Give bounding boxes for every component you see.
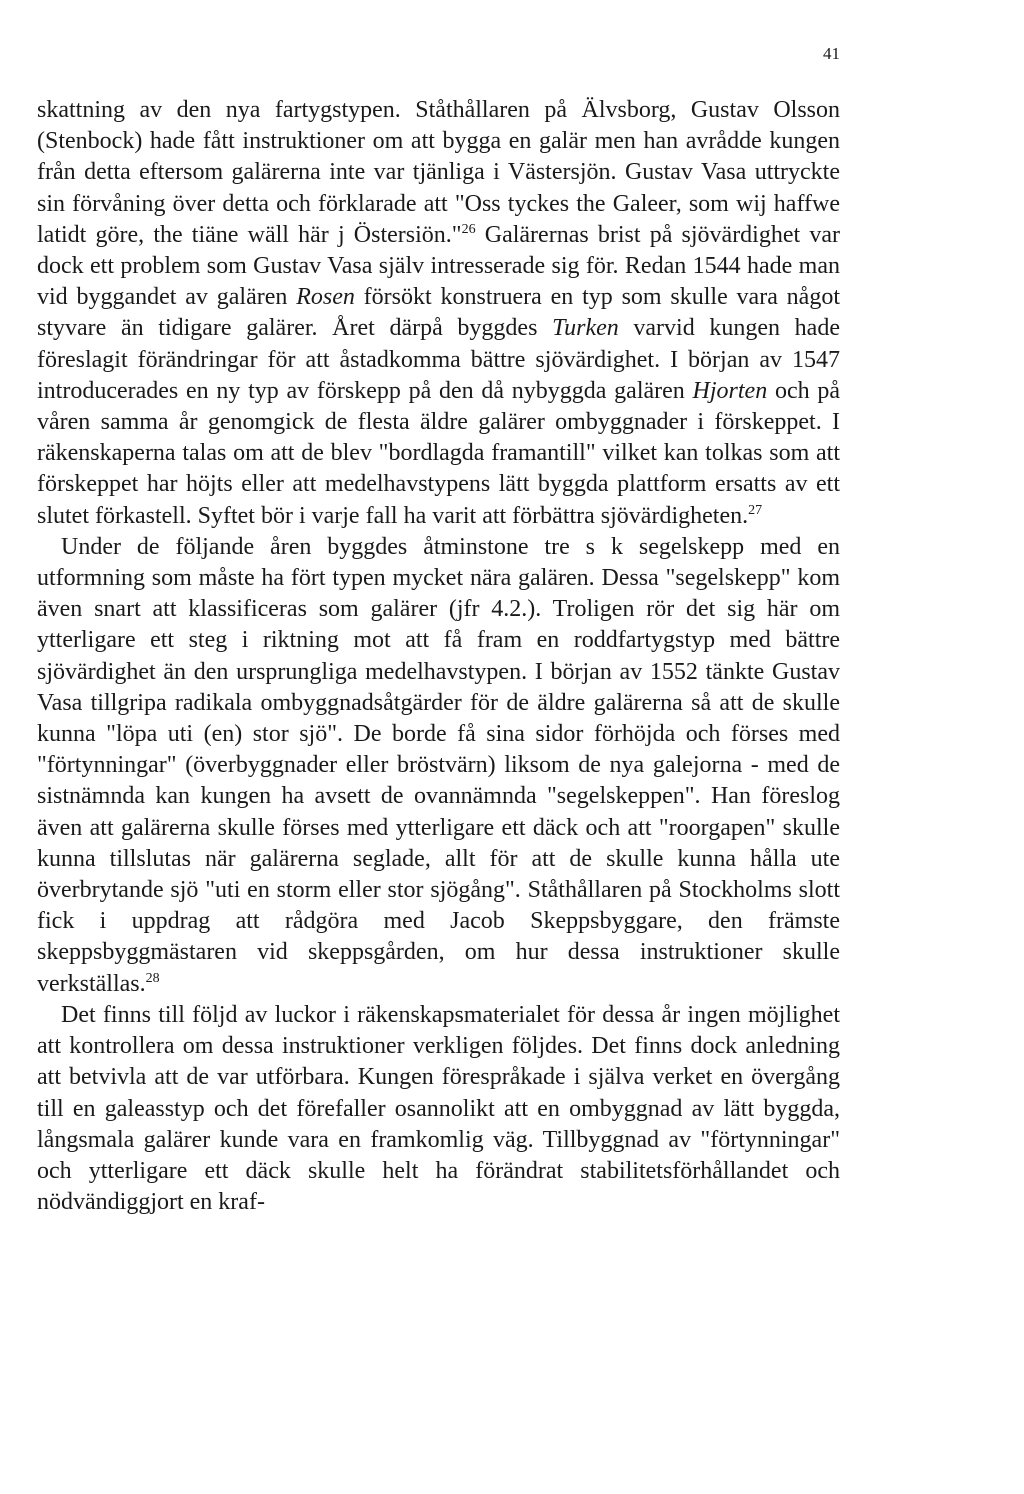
footnote-reference: 26 <box>461 221 476 237</box>
italic-ship-name: Rosen <box>296 284 355 311</box>
footnote-reference: 28 <box>145 970 160 986</box>
paragraph-1 <box>37 95 840 532</box>
paragraph-3 <box>37 1000 840 1218</box>
paragraph-2 <box>37 532 840 1000</box>
page-number: 41 <box>823 44 840 63</box>
text-run: Under de följande åren byggdes åtminstone tre s k segelskepp med en utformning som måste ha fört typen mycket nära galären. Dessa "segelskepp" kom även snart att klassificeras som galärer (jfr 4.2.). Troligen rör det sig här om ytterligare ett steg i riktning mot att få fram en roddfartygstyp med bättre sjövärdighet än den ursprungliga medelhavstypen. I början av 1552 tänkte Gustav Vasa tillgripa radikala ombyggnadsåtgärder för de äldre galärerna så att de skulle kunna "löpa uti (en) stor sjö". De borde få sina sidor förhöjda och förses med "förtynningar" (överbyggnader eller bröstvärn) liksom de nya galejorna - med de sistnämnda kan kungen ha avsett de ovannämnda "segelskeppen". Han föreslog även att galärerna skulle förses med ytterligare ett däck och att "roorgapen" skulle kunna tillslutas när galärerna seglade, allt för att de skulle kunna hålla ute överbrytande sjö "uti en storm eller stor sjögång". Ståthållaren på Stockholms slott fick i uppdrag att rådgöra med Jacob Skeppsbyggare, den främste skeppsbyggmästaren vid skeppsgården, om hur dessa instruktioner skulle verkställas. <box>37 533 840 997</box>
italic-ship-name: Turken <box>552 315 619 342</box>
italic-ship-name: Hjorten <box>692 377 768 404</box>
text-run: Det finns till följd av luckor i räkenskapsmaterialet för dessa år ingen möjlighet att kontrollera om dessa instruktioner verkligen följdes. Det finns dock anledning att betvivla att de var utförbara. Kungen förespråkade i själva verket en övergång till en galeasstyp och det förefaller osannolikt att en ombyggnad av lätt byggda, långsmala galärer kunde vara en framkomlig väg. Tillbyggnad av "förtynningar" och ytterligare ett däck skulle helt ha förändrat stabilitetsförhållandet och nödvändiggjort en kraf- <box>37 1001 840 1216</box>
footnote-reference: 27 <box>748 502 763 518</box>
body-text <box>37 95 840 1218</box>
text-run: skattning av den nya fartygstypen. Ståthållaren på Älvsborg, Gustav Olsson (Stenbock) hade fått instruktioner om att bygga en galär men han avrådde kungen från detta eftersom galärerna inte var tjänliga i Västersjön. Gustav Vasa uttryckte sin förvåning över detta och förklarade att "Oss tyckes the Galeer, som wij haffwe latidt göre, the tiäne wäll här j Östersiön." <box>37 97 840 248</box>
text-run: och på våren samma år genomgick de flesta äldre galärer ombyggnader i förskeppet. I räkenskaperna talas om att de blev "bordlagda framantill" vilket kan tolkas som att förskeppet har höjts eller att medelhavstypens lätt byggda plattform ersatts av ett slutet förkastell. Syftet bör i varje fall ha varit att förbättra sjövärdigheten. <box>37 377 840 529</box>
text-run: varvid kungen hade föreslagit förändringar för att åstadkomma bättre sjövärdighet. I början av 1547 introducerades en ny typ av förskepp på den då nybyggda galären <box>37 315 840 404</box>
text-run: Galärernas brist på sjövärdighet var dock ett problem som Gustav Vasa själv intresserade sig för. Redan 1544 hade man vid byggandet av galären <box>37 221 840 311</box>
text-run: försökt konstruera en typ som skulle vara något styvare än tidigare galärer. Året därpå byggdes <box>37 284 840 342</box>
